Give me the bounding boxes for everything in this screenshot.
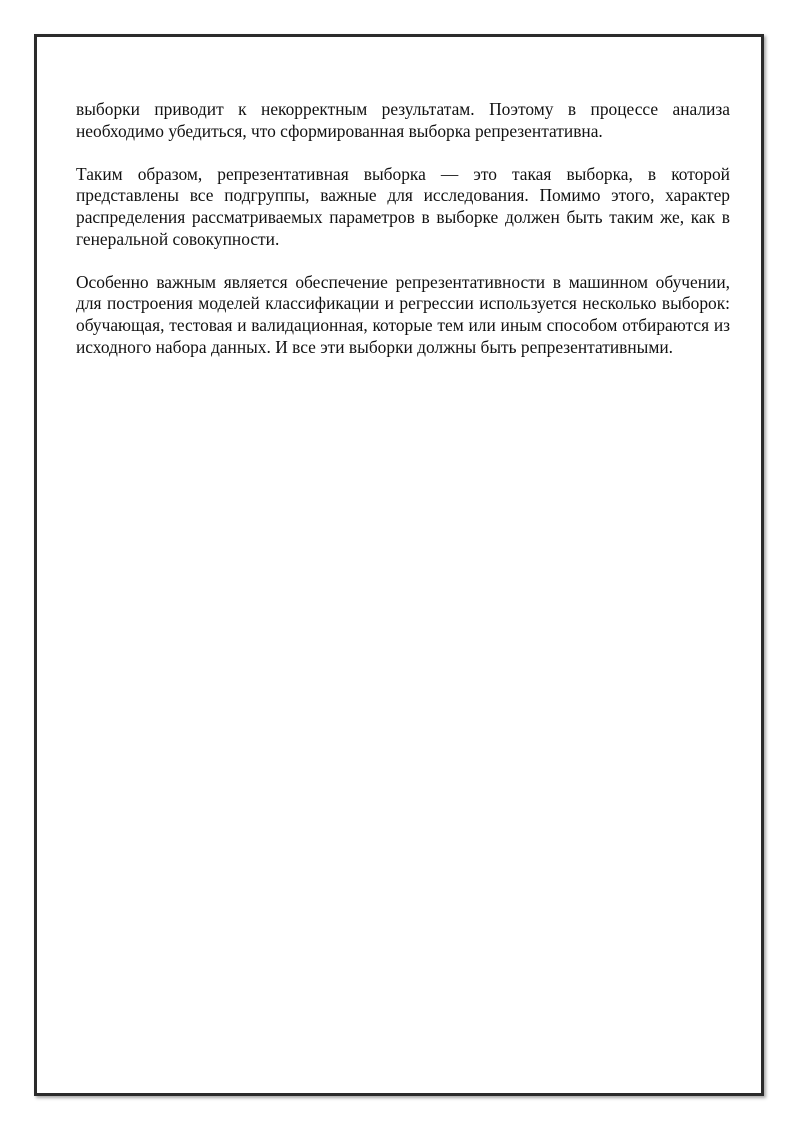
document-body bbox=[76, 99, 730, 380]
paragraph-2: Таким образом, репрезентативная выборка — это такая выборка, в которой представлены все подгруппы, важные для исследования. Помимо этого, характер распределения рассматриваемых параметров в выборке должен быть таким же, как в генеральной совокупности. bbox=[76, 163, 730, 249]
paragraph-1: выборки приводит к некорректным результатам. Поэтому в процессе анализа необходимо убедиться, что сформированная выборка репрезентативна. bbox=[76, 99, 730, 141]
paragraph-3: Особенно важным является обеспечение репрезентативности в машинном обучении, для построения моделей классификации и регрессии используется несколько выборок: обучающая, тестовая и валидационная, которые тем или иным способом отбираются из исходного набора данных. И все эти выборки должны быть репрезентативными. bbox=[76, 271, 730, 357]
page-frame bbox=[34, 34, 764, 1096]
